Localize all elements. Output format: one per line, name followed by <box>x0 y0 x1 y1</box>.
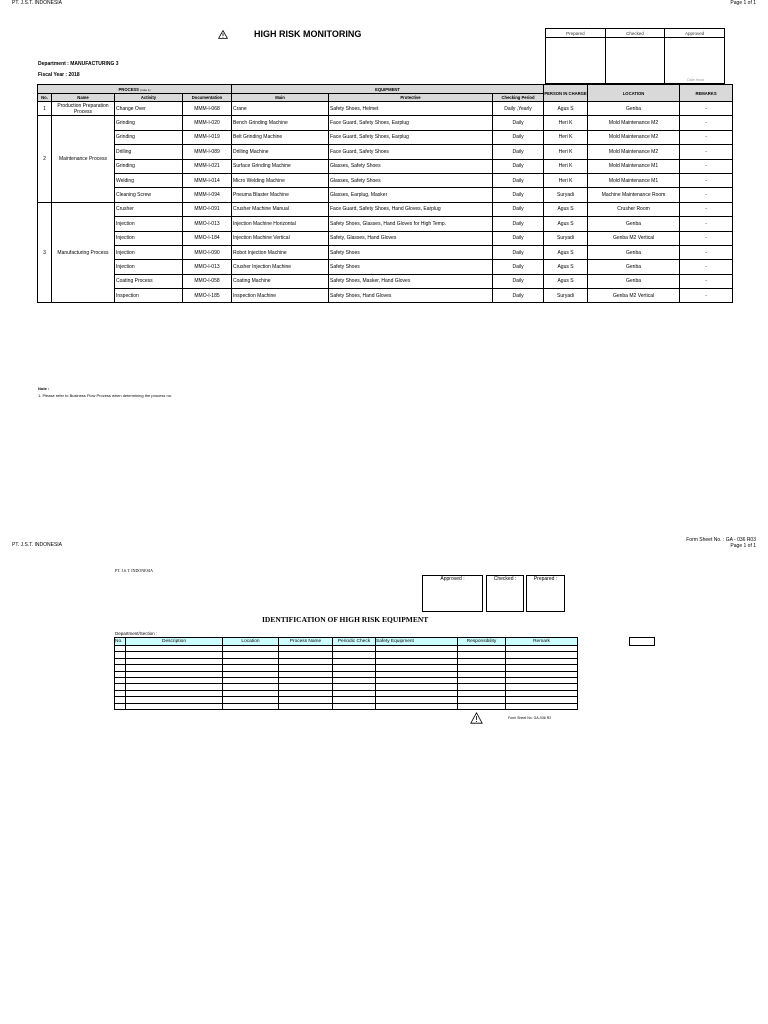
table-row <box>38 289 733 303</box>
remarks-header: REMARKS <box>680 85 733 102</box>
protective-equipment-cell: Glasses, Safety Shoes <box>329 159 493 173</box>
main-equipment-cell: Micro Welding Machine <box>232 173 329 187</box>
location-cell: Genba <box>588 245 680 259</box>
activity-cell: Grinding <box>115 130 183 144</box>
checking-period-cell: Daily <box>493 217 544 231</box>
table-row <box>38 145 733 159</box>
main-equipment-cell: Inspection Machine <box>232 289 329 303</box>
table-row <box>38 274 733 288</box>
column-header: Process Name <box>279 638 333 646</box>
column-header: Remark <box>506 638 578 646</box>
table-body <box>38 102 733 303</box>
page-number: Page 1 of 1 <box>730 0 756 6</box>
location-cell: Mold Maintenance M1 <box>588 173 680 187</box>
location-cell: Genba <box>588 217 680 231</box>
high-risk-table <box>37 84 733 303</box>
column-header: Responsibility <box>458 638 506 646</box>
column-header: Periodic Check <box>333 638 376 646</box>
documentation-cell: MMM-I-014 <box>183 173 232 187</box>
remarks-cell: - <box>680 217 733 231</box>
prepared-box[interactable] <box>526 575 565 612</box>
location-header: LOCATION <box>588 85 680 102</box>
activity-cell: Injection <box>115 245 183 259</box>
blank-cell[interactable] <box>115 703 126 709</box>
remarks-cell: - <box>680 231 733 245</box>
remarks-cell: - <box>680 102 733 116</box>
process-name-cell: Production Preparation Process <box>52 102 115 116</box>
documentation-cell: MMO-I-091 <box>183 202 232 216</box>
checking-period-cell: Daily <box>493 245 544 259</box>
blank-cell[interactable] <box>506 703 578 709</box>
remarks-cell: - <box>680 130 733 144</box>
blank-cell[interactable] <box>376 703 458 709</box>
prepared-label: Prepared : <box>533 576 558 582</box>
warning-triangle-icon <box>470 712 483 724</box>
person-header: PERSON IN CHARGE <box>544 85 588 102</box>
location-cell: Genba M2 Vertical <box>588 289 680 303</box>
title-row <box>218 29 361 39</box>
main-equipment-cell: Belt Grinding Machine <box>232 130 329 144</box>
table-row <box>38 116 733 130</box>
form-number: Form Sheet No. : GA - 036 R03 <box>686 537 756 543</box>
checking-period-cell: Daily <box>493 173 544 187</box>
protective-equipment-cell: Face Guard, Safety Shoes, Earplug <box>329 130 493 144</box>
location-cell: Mold Maintenance M2 <box>588 130 680 144</box>
location-cell: Machine Maintenance Room <box>588 188 680 202</box>
checking-period-cell: Daily <box>493 274 544 288</box>
inner-company-name: PT. J.S.T. INDONESIA <box>115 568 154 573</box>
documentation-cell: MMO-I-058 <box>183 274 232 288</box>
checking-period-cell: Daily ,Yearly <box>493 102 544 116</box>
department-label: Department : MANUFACTURING 3 <box>38 61 119 67</box>
documentation-header: Documentation <box>183 94 232 102</box>
department-label: Department/Section : <box>115 631 158 636</box>
remarks-cell: - <box>680 289 733 303</box>
prepared-label: Prepared <box>546 29 606 38</box>
person-cell: Agus S <box>544 245 588 259</box>
protective-equipment-cell: Face Guard, Safety Shoes, Earplug <box>329 116 493 130</box>
documentation-cell: MMM-I-020 <box>183 116 232 130</box>
person-cell: Suryadi <box>544 231 588 245</box>
documentation-cell: MMM-I-094 <box>183 188 232 202</box>
person-cell: Heri K <box>544 130 588 144</box>
person-cell: Heri K <box>544 145 588 159</box>
person-cell: Agus S <box>544 202 588 216</box>
activity-cell: Grinding <box>115 116 183 130</box>
documentation-cell: MMM-I-089 <box>183 145 232 159</box>
person-cell: Suryadi <box>544 188 588 202</box>
table-row <box>38 260 733 274</box>
equipment-header: EQUIPMENT <box>232 85 544 94</box>
checking-header: Checking Period <box>493 94 544 102</box>
table-row <box>38 231 733 245</box>
blank-cell[interactable] <box>279 703 333 709</box>
main-equipment-cell: Crusher Injection Machine <box>232 260 329 274</box>
documentation-cell: MMM-I-019 <box>183 130 232 144</box>
blank-cell[interactable] <box>333 703 376 709</box>
equipment-id-table <box>114 637 578 710</box>
company-name: PT. J.S.T. INDONESIA <box>12 542 63 548</box>
remarks-cell: - <box>680 202 733 216</box>
location-cell: Genba M2 Vertical <box>588 231 680 245</box>
main-equipment-cell: Drilling Machine <box>232 145 329 159</box>
documentation-cell: MMM-I-021 <box>183 159 232 173</box>
approved-label: Approved : <box>440 576 465 582</box>
warning-triangle-icon <box>218 30 228 39</box>
note-item: 1. Please refer to Business Flow Process when determining the process no. <box>38 393 173 398</box>
remarks-cell: - <box>680 145 733 159</box>
checking-period-cell: Daily <box>493 145 544 159</box>
location-cell: Mold Maintenance M2 <box>588 116 680 130</box>
location-cell: Mold Maintenance M2 <box>588 145 680 159</box>
remarks-cell: - <box>680 173 733 187</box>
checking-period-cell: Daily <box>493 130 544 144</box>
documentation-cell: MMO-I-090 <box>183 245 232 259</box>
checked-label: Checked : <box>493 576 517 582</box>
location-cell: Crusher Room <box>588 202 680 216</box>
checked-signature-box[interactable] <box>605 38 665 84</box>
process-name-cell: Manufacturing Process <box>52 202 115 303</box>
approved-signature-box[interactable] <box>665 38 725 84</box>
table-row <box>38 102 733 116</box>
process-no-cell: 2 <box>38 116 52 202</box>
blank-cell[interactable] <box>126 703 223 709</box>
activity-cell: Injection <box>115 217 183 231</box>
activity-cell: Welding <box>115 173 183 187</box>
checking-period-cell: Daily <box>493 159 544 173</box>
page-title: IDENTIFICATION OF HIGH RISK EQUIPMENT <box>262 615 429 624</box>
table-row <box>38 173 733 187</box>
table-row <box>38 245 733 259</box>
signoff-table <box>545 28 725 84</box>
checked-label: Checked <box>605 29 665 38</box>
protective-equipment-cell: Safety Shoes, Helmet <box>329 102 493 116</box>
date-hint: Date Head <box>687 78 704 82</box>
checking-period-cell: Daily <box>493 202 544 216</box>
location-cell: Genba <box>588 260 680 274</box>
table-row <box>38 130 733 144</box>
note-title: Note : <box>38 386 50 391</box>
protective-equipment-cell: Safety Shoes, Hand Gloves <box>329 289 493 303</box>
protective-equipment-cell: Glasses, Earplug, Masker <box>329 188 493 202</box>
documentation-cell: MMO-I-184 <box>183 231 232 245</box>
checked-box[interactable] <box>486 575 524 612</box>
main-header: Main <box>232 94 329 102</box>
activity-cell: Cleaning Screw <box>115 188 183 202</box>
protective-header: Protective <box>329 94 493 102</box>
form-number-block <box>686 537 756 549</box>
blank-cell[interactable] <box>458 703 506 709</box>
activity-cell: Crusher <box>115 202 183 216</box>
main-equipment-cell: Coating Machine <box>232 274 329 288</box>
main-equipment-cell: Crane <box>232 102 329 116</box>
company-name: PT. J.S.T. INDONESIA <box>12 0 63 6</box>
protective-equipment-cell: Face Guard, Safety Shoes, Hand Gloves, Earplug <box>329 202 493 216</box>
prepared-signature-box[interactable] <box>546 38 606 84</box>
approved-box[interactable] <box>422 575 483 612</box>
documentation-cell: MMM-I-068 <box>183 102 232 116</box>
main-equipment-cell: Surface Grinding Machine <box>232 159 329 173</box>
protective-equipment-cell: Safety Shoes <box>329 245 493 259</box>
remarks-cell: - <box>680 260 733 274</box>
main-equipment-cell: Robot Injection Machine <box>232 245 329 259</box>
approved-label: Approved <box>665 29 725 38</box>
column-header: No. <box>115 638 126 646</box>
process-name-cell: Maintenance Process <box>52 116 115 202</box>
person-cell: Heri K <box>544 159 588 173</box>
empty-box <box>629 637 655 646</box>
main-equipment-cell: Bench Grinding Machine <box>232 116 329 130</box>
person-cell: Agus S <box>544 260 588 274</box>
process-no-cell: 3 <box>38 202 52 303</box>
no-header: No. <box>38 94 52 102</box>
person-cell: Heri K <box>544 173 588 187</box>
main-equipment-cell: Injection Machine Vertical <box>232 231 329 245</box>
blank-cell[interactable] <box>223 703 279 709</box>
fiscal-year-label: Fiscal Year : 2018 <box>38 72 80 78</box>
activity-cell: Inspection <box>115 289 183 303</box>
remarks-cell: - <box>680 245 733 259</box>
remarks-cell: - <box>680 188 733 202</box>
person-cell: Agus S <box>544 102 588 116</box>
column-header: Safety Equipment <box>376 638 458 646</box>
person-cell: Agus S <box>544 217 588 231</box>
remarks-cell: - <box>680 116 733 130</box>
main-equipment-cell: Pneuma Blaster Machine <box>232 188 329 202</box>
activity-cell: Grinding <box>115 159 183 173</box>
checking-period-cell: Daily <box>493 231 544 245</box>
table-row <box>115 703 578 709</box>
page-number: Page 1 of 1 <box>730 543 756 549</box>
main-equipment-cell: Crusher Machine Manual <box>232 202 329 216</box>
activity-cell: Change Over <box>115 102 183 116</box>
page-title: HIGH RISK MONITORING <box>254 29 362 39</box>
table-row <box>38 159 733 173</box>
remarks-cell: - <box>680 274 733 288</box>
main-equipment-cell: Injection Machine Horizontal <box>232 217 329 231</box>
table-row <box>38 188 733 202</box>
name-header: Name <box>52 94 115 102</box>
table-row <box>38 202 733 216</box>
activity-cell: Injection <box>115 260 183 274</box>
location-cell: Mold Maintenance M1 <box>588 159 680 173</box>
activity-header: Activity <box>115 94 183 102</box>
checking-period-cell: Daily <box>493 116 544 130</box>
documentation-cell: MMO-I-013 <box>183 260 232 274</box>
checking-period-cell: Daily <box>493 260 544 274</box>
checking-period-cell: Daily <box>493 188 544 202</box>
protective-equipment-cell: Safety, Glasses, Hand Gloves <box>329 231 493 245</box>
form-number-footer: Form Sheet No. GA-036 R2 <box>508 716 552 720</box>
checking-period-cell: Daily <box>493 289 544 303</box>
protective-equipment-cell: Face Guard, Safety Shoes <box>329 145 493 159</box>
protective-equipment-cell: Safety Shoes, Glasses, Hand Gloves for High Temp. <box>329 217 493 231</box>
process-no-cell: 1 <box>38 102 52 116</box>
column-header: Description <box>126 638 223 646</box>
process-header: PROCESS (note 1) <box>38 85 232 94</box>
person-cell: Agus S <box>544 274 588 288</box>
protective-equipment-cell: Glasses, Safety Shoes <box>329 173 493 187</box>
documentation-cell: MMO-I-013 <box>183 217 232 231</box>
location-cell: Genba <box>588 102 680 116</box>
protective-equipment-cell: Safety Shoes <box>329 260 493 274</box>
activity-cell: Drilling <box>115 145 183 159</box>
column-header: Location <box>223 638 279 646</box>
table-row <box>38 217 733 231</box>
person-cell: Heri K <box>544 116 588 130</box>
person-cell: Suryadi <box>544 289 588 303</box>
location-cell: Genba <box>588 274 680 288</box>
protective-equipment-cell: Safety Shoes, Masker, Hand Gloves <box>329 274 493 288</box>
activity-cell: Injection <box>115 231 183 245</box>
documentation-cell: MMO-I-185 <box>183 289 232 303</box>
remarks-cell: - <box>680 159 733 173</box>
activity-cell: Coating Process <box>115 274 183 288</box>
